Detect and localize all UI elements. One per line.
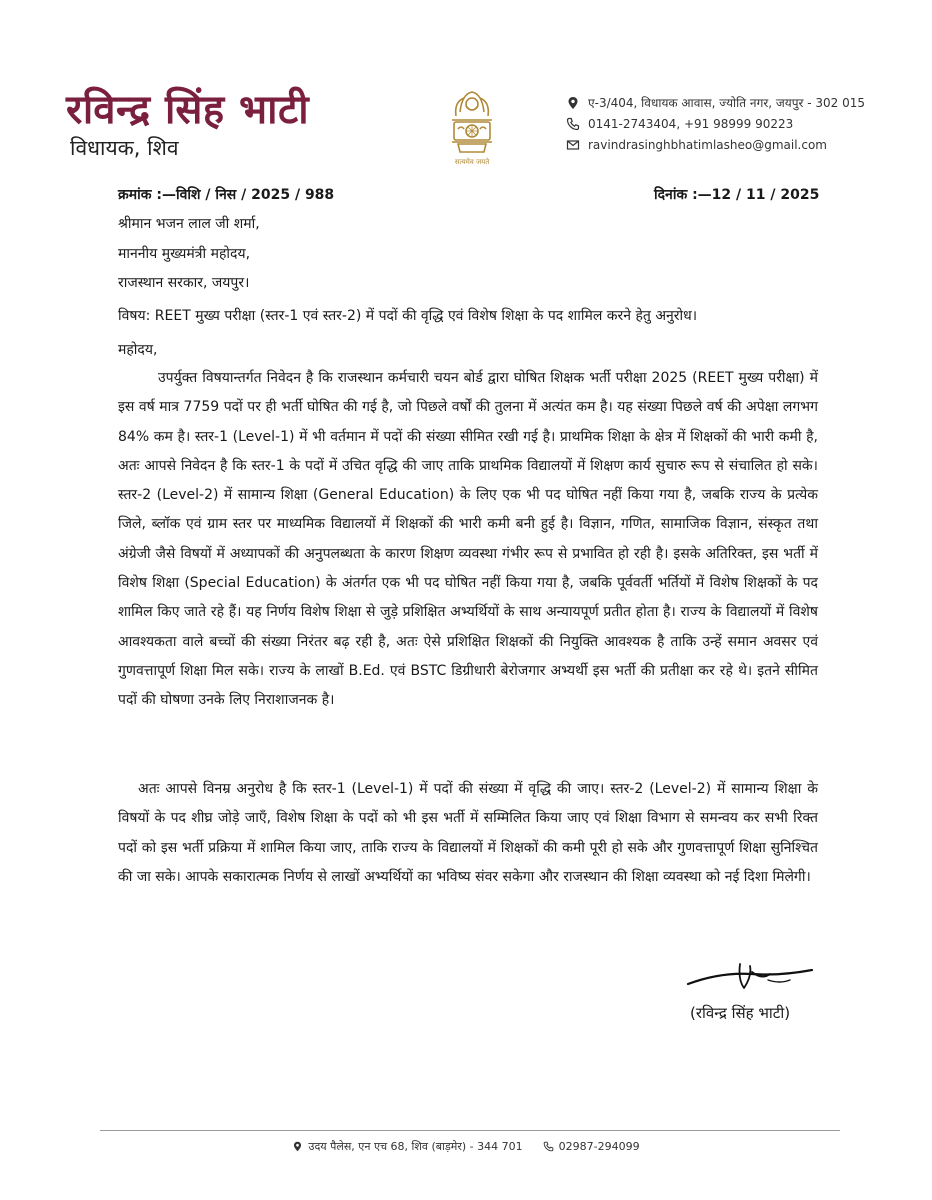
salutation: महोदय, [118,342,158,358]
national-emblem-icon [440,82,504,168]
handwritten-signature [680,958,820,998]
contact-address-text: ए-3/404, विधायक आवास, ज्योति नगर, जयपुर - 302 015 [588,96,866,110]
footer [0,1139,932,1154]
footer-address-text: उदय पैलेस, एन एच 68, शिव (बाड़मेर) - 344 701 [308,1140,523,1153]
letter-date: दिनांक :—12 / 11 / 2025 [654,187,820,203]
letter-subject: विषय: REET मुख्य परीक्षा (स्तर-1 एवं स्तर-2) में पदों की वृद्धि एवं विशेष शिक्षा के पद शामिल करने हेतु अनुरोध। [118,308,698,324]
letterhead-designation: विधायक, शिव [70,136,179,160]
contact-phone-text: 0141-2743404, +91 98999 90223 [588,116,794,131]
emblem-motto [455,157,490,166]
reference-number: क्रमांक :—विशि / निस / 2025 / 988 [118,187,335,203]
footer-phone [543,1140,640,1153]
location-pin-icon [566,96,580,110]
footer-address [292,1139,522,1154]
recipient-line: राजस्थान सरकार, जयपुर। [118,275,250,291]
contact-address [566,92,916,113]
contact-email [566,134,916,155]
footer-phone-text: 02987-294099 [558,1140,640,1153]
phone-icon [543,1141,554,1152]
contact-email-text[interactable]: ravindrasinghbhatimlasheo@gmail.com [588,137,827,152]
recipient-line: माननीय मुख्यमंत्री महोदय, [118,246,251,262]
location-pin-icon [292,1141,303,1152]
phone-icon [566,117,580,131]
letterhead-name: रविन्द्र सिंह भाटी [66,86,310,133]
footer-divider [100,1130,840,1131]
signatory-name: (रविन्द्र सिंह भाटी) [690,1004,791,1022]
body-paragraph: अतः आपसे विनम्र अनुरोध है कि स्तर-1 (Level-1) में पदों की संख्या में वृद्धि की जाए। स्तर-2 (Level-2) में सामान्य शिक्षा के विषयों के पद शीघ्र जोड़े जाएँ, विशेष शिक्षा के पदों को भी इस भर्ती में सम्मिलित किया जाए एवं शिक्षा विभाग से समन्वय कर सभी रिक्त पदों को इस भर्ती प्रक्रिया में शामिल किया जाए, ताकि राज्य के विद्यालयों में शिक्षकों की कमी पूरी हो सके और गुणवत्तापूर्ण शिक्षा सुनिश्चित की जा सके। आपके सकारात्मक निर्णय से लाखों अभ्यर्थियों का भविष्य संवर सकेगा और राजस्थान की शिक्षा व्यवस्था को नई दिशा मिलेगी। [118,781,818,885]
svg-text:सत्यमेव जयते: सत्यमेव जयते [454,158,490,166]
contact-phone [566,113,916,134]
email-icon [566,138,580,152]
body-paragraph: उपर्युक्त विषयान्तर्गत निवेदन है कि राजस्थान कर्मचारी चयन बोर्ड द्वारा घोषित शिक्षक भर्ती परीक्षा 2025 (REET मुख्य परीक्षा) में इस वर्ष मात्र 7759 पदों पर ही भर्ती घोषित की गई है, जो पिछले वर्षों की तुलना में अत्यंत कम है। यह संख्या पिछले वर्ष की अपेक्षा लगभग 84% कम है। स्तर-1 (Level-1) में भी वर्तमान में पदों की संख्या सीमित रखी गई है। प्राथमिक शिक्षा के क्षेत्र में शिक्षकों की भारी कमी है, अतः आपसे निवेदन है कि स्तर-1 के पदों में उचित वृद्धि की जाए ताकि प्राथमिक विद्यालयों में शिक्षण कार्य सुचारु रूप से संचालित हो सके। स्तर-2 (Level-2) में सामान्य शिक्षा (General Education) के लिए एक भी पद घोषित नहीं किया गया है, जबकि राज्य के प्रत्येक जिले, ब्लॉक एवं ग्राम स्तर पर माध्यमिक विद्यालयों में शिक्षकों की भारी कमी बनी हुई है। विज्ञान, गणित, सामाजिक विज्ञान, संस्कृत तथा अंग्रेजी जैसे विषयों में अध्यापकों की अनुपलब्धता के कारण शिक्षण व्यवस्था गंभीर रूप से प्रभावित हो रही है। इसके अतिरिक्त, इस भर्ती में विशेष शिक्षा (Special Education) के अंतर्गत एक भी पद घोषित नहीं किया गया है, जबकि पूर्ववर्ती भर्तियों में विशेष शिक्षकों के पद शामिल किए जाते रहे हैं। यह निर्णय विशेष शिक्षा से जुड़े प्रशिक्षित अभ्यर्थियों के साथ अन्यायपूर्ण प्रतीत होता है। राज्य के विद्यालयों में विशेष आवश्यकता वाले बच्चों की संख्या निरंतर बढ़ रही है, अतः ऐसे प्रशिक्षित शिक्षकों की नियुक्ति आवश्यक है ताकि उन्हें समान अवसर एवं गुणवत्तापूर्ण शिक्षा मिल सके। राज्य के लाखों B.Ed. एवं BSTC डिग्रीधारी बेरोजगार अभ्यर्थी इस भर्ती की प्रतीक्षा कर रहे थे। इतने सीमित पदों की घोषणा उनके लिए निराशाजनक है। [118,370,818,709]
recipient-line: श्रीमान भजन लाल जी शर्मा, [118,216,260,232]
contact-block [566,92,916,155]
